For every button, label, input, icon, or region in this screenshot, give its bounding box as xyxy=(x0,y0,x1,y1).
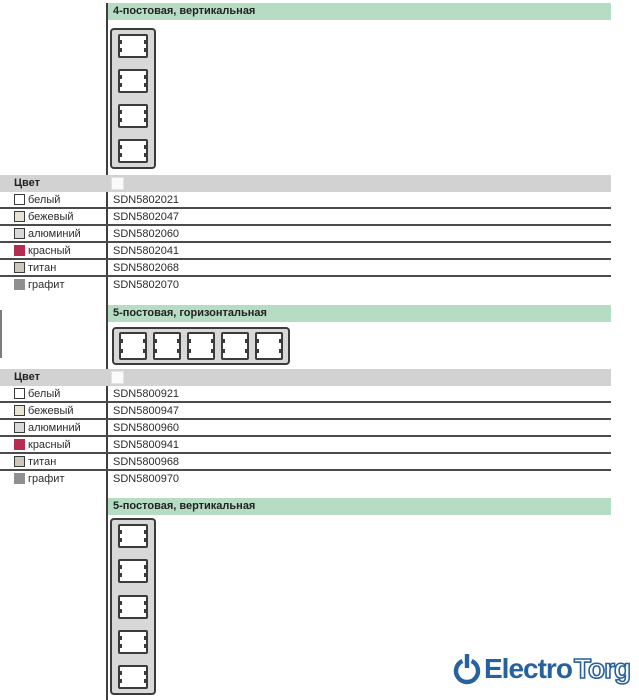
section-title: 5-постовая, горизонтальная xyxy=(108,305,611,322)
table-row xyxy=(0,471,611,488)
header-swatch-placeholder xyxy=(111,177,124,190)
table-row xyxy=(0,386,611,403)
frame-window xyxy=(119,332,147,360)
frame-window xyxy=(118,524,148,548)
product-code: SDN5802070 xyxy=(113,279,180,291)
product-code: SDN5802060 xyxy=(113,228,180,240)
table-vertical-divider xyxy=(106,3,108,700)
color-name: графит xyxy=(28,279,65,291)
product-code: SDN5802021 xyxy=(113,194,180,206)
color-code-table xyxy=(0,369,611,488)
table-row xyxy=(0,226,611,243)
product-code: SDN5800960 xyxy=(113,422,180,434)
product-code: SDN5800921 xyxy=(113,388,180,400)
color-swatch xyxy=(14,245,25,256)
table-row xyxy=(0,209,611,226)
frame-window xyxy=(221,332,249,360)
frame-window xyxy=(118,69,148,93)
color-name: белый xyxy=(28,388,61,400)
frame-window xyxy=(118,139,148,163)
color-name: алюминий xyxy=(28,228,81,240)
frame-window xyxy=(118,630,148,654)
table-header-row xyxy=(0,369,611,386)
table-row xyxy=(0,277,611,294)
color-swatch xyxy=(14,405,25,416)
color-name: бежевый xyxy=(28,211,74,223)
color-swatch xyxy=(14,279,25,290)
color-code-table xyxy=(0,175,611,294)
color-swatch xyxy=(14,194,25,205)
table-row xyxy=(0,192,611,209)
color-swatch xyxy=(14,422,25,433)
frame-window xyxy=(153,332,181,360)
color-name: красный xyxy=(28,439,71,451)
table-row xyxy=(0,243,611,260)
frame-window xyxy=(118,559,148,583)
electrotorg-logo[interactable] xyxy=(452,645,630,693)
frame-window xyxy=(187,332,215,360)
power-icon xyxy=(452,652,482,686)
frame-window xyxy=(118,595,148,619)
logo-text-solid: Electro xyxy=(484,653,572,684)
product-code: SDN5800970 xyxy=(113,473,180,485)
color-swatch xyxy=(14,456,25,467)
table-row xyxy=(0,437,611,454)
color-name: бежевый xyxy=(28,405,74,417)
product-code: SDN5802068 xyxy=(113,262,180,274)
color-name: алюминий xyxy=(28,422,81,434)
page-edge-tab xyxy=(0,310,2,358)
product-code: SDN5800968 xyxy=(113,456,180,468)
header-swatch-placeholder xyxy=(111,371,124,384)
frame-window xyxy=(118,104,148,128)
color-name: белый xyxy=(28,194,61,206)
color-name: титан xyxy=(28,262,57,274)
product-code: SDN5802041 xyxy=(113,245,180,257)
section-title: 5-постовая, вертикальная xyxy=(108,498,611,515)
table-row xyxy=(0,403,611,420)
table-row xyxy=(0,420,611,437)
product-code: SDN5802047 xyxy=(113,211,180,223)
table-row xyxy=(0,454,611,471)
color-name: красный xyxy=(28,245,71,257)
frame-window xyxy=(118,665,148,689)
frame-drawing-4-vertical xyxy=(110,28,156,169)
frame-drawing-5-horizontal xyxy=(112,327,290,365)
table-header-label: Цвет xyxy=(14,177,41,189)
frame-window xyxy=(255,332,283,360)
color-swatch xyxy=(14,228,25,239)
color-swatch xyxy=(14,439,25,450)
frame-window xyxy=(118,34,148,58)
color-swatch xyxy=(14,388,25,399)
table-header-label: Цвет xyxy=(14,371,41,383)
product-code: SDN5800941 xyxy=(113,439,180,451)
color-name: графит xyxy=(28,473,65,485)
color-swatch xyxy=(14,262,25,273)
color-swatch xyxy=(14,473,25,484)
table-header-row xyxy=(0,175,611,192)
color-name: титан xyxy=(28,456,57,468)
product-code: SDN5800947 xyxy=(113,405,180,417)
logo-text-outline: Torg xyxy=(573,653,631,684)
table-row xyxy=(0,260,611,277)
color-swatch xyxy=(14,211,25,222)
section-title: 4-постовая, вертикальная xyxy=(108,3,611,20)
frame-drawing-5-vertical xyxy=(110,518,156,695)
